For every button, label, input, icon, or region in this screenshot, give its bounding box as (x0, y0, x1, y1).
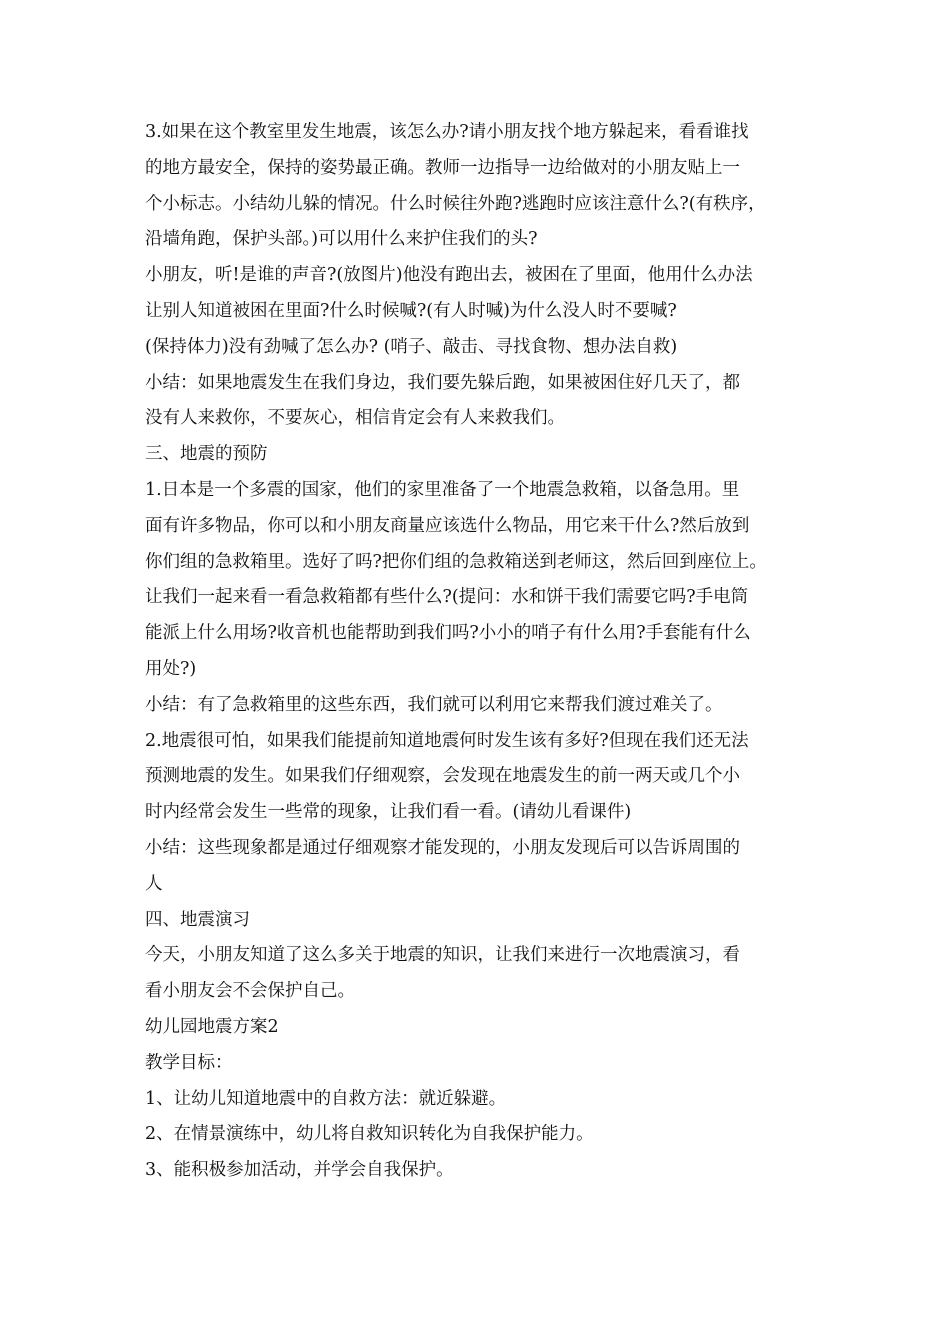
text-line: 你们组的急救箱里。选好了吗?把你们组的急救箱送到老师这，然后回到座位上。 (145, 551, 767, 572)
text-line: (保持体力)没有劲喊了怎么办? (哨子、敲击、寻找食物、想办法自救) (145, 336, 678, 357)
text-line: 的地方最安全，保持的姿势最正确。教师一边指导一边给做对的小朋友贴上一 (145, 157, 740, 178)
plan-title: 幼儿园地震方案2 (145, 1016, 279, 1037)
text-line: 小朋友，听!是谁的声音?(放图片)他没有跑出去，被困在了里面，他用什么办法 (145, 265, 753, 286)
text-line: 小结：这些现象都是通过仔细观察才能发现的，小朋友发现后可以告诉周围的 (145, 837, 740, 858)
text-line: 让我们一起来看一看急救箱都有些什么?(提问：水和饼干我们需要它吗?手电筒 (145, 587, 749, 608)
text-line: 面有许多物品，你可以和小朋友商量应该选什么物品，用它来干什么?然后放到 (145, 515, 750, 536)
text-line: 3.如果在这个教室里发生地震，该怎么办?请小朋友找个地方躲起来，看看谁找 (145, 122, 749, 142)
text-line: 今天，小朋友知道了这么多关于地震的知识，让我们来进行一次地震演习，看 (145, 945, 740, 966)
text-line: 1.日本是一个多震的国家，他们的家里准备了一个地震急救箱，以备急用。里 (145, 479, 740, 500)
text-line: 个小标志。小结幼儿躲的情况。什么时候往外跑?逃跑时应该注意什么?(有秩序， (145, 193, 766, 214)
objective-item: 2、在情景演练中，幼儿将自救知识转化为自我保护能力。 (145, 1124, 594, 1145)
text-line: 小结：有了急救箱里的这些东西，我们就可以利用它来帮我们渡过难关了。 (145, 694, 723, 715)
section-heading: 四、地震演习 (145, 909, 250, 930)
text-line: 时内经常会发生一些常的现象，让我们看一看。(请幼儿看课件) (145, 802, 632, 823)
objective-item: 3、能积极参加活动，并学会自我保护。 (145, 1160, 454, 1181)
text-line: 沿墙角跑，保护头部。)可以用什么来护住我们的头? (145, 229, 538, 250)
section-heading: 三、地震的预防 (145, 444, 268, 465)
objective-item: 1、让幼儿知道地震中的自救方法：就近躲避。 (145, 1088, 507, 1109)
text-line: 用处?) (145, 658, 197, 679)
text-line: 看小朋友会不会保护自己。 (145, 981, 355, 1002)
text-line: 预测地震的发生。如果我们仔细观察，会发现在地震发生的前一两天或几个小 (145, 766, 740, 787)
text-line: 没有人来救你，不要灰心，相信肯定会有人来救我们。 (145, 408, 565, 429)
text-line: 让别人知道被困在里面?什么时候喊?(有人时喊)为什么没人时不要喊? (145, 300, 677, 321)
text-line: 2.地震很可怕，如果我们能提前知道地震何时发生该有多好?但现在我们还无法 (145, 730, 749, 751)
text-line: 人 (145, 873, 163, 894)
objectives-heading: 教学目标： (145, 1052, 233, 1073)
document-body (145, 115, 815, 1189)
text-line: 小结：如果地震发生在我们身边，我们要先躲后跑，如果被困住好几天了，都 (145, 372, 740, 393)
text-line: 能派上什么用场?收音机也能帮助到我们吗?小小的哨子有什么用?手套能有什么 (145, 623, 751, 644)
